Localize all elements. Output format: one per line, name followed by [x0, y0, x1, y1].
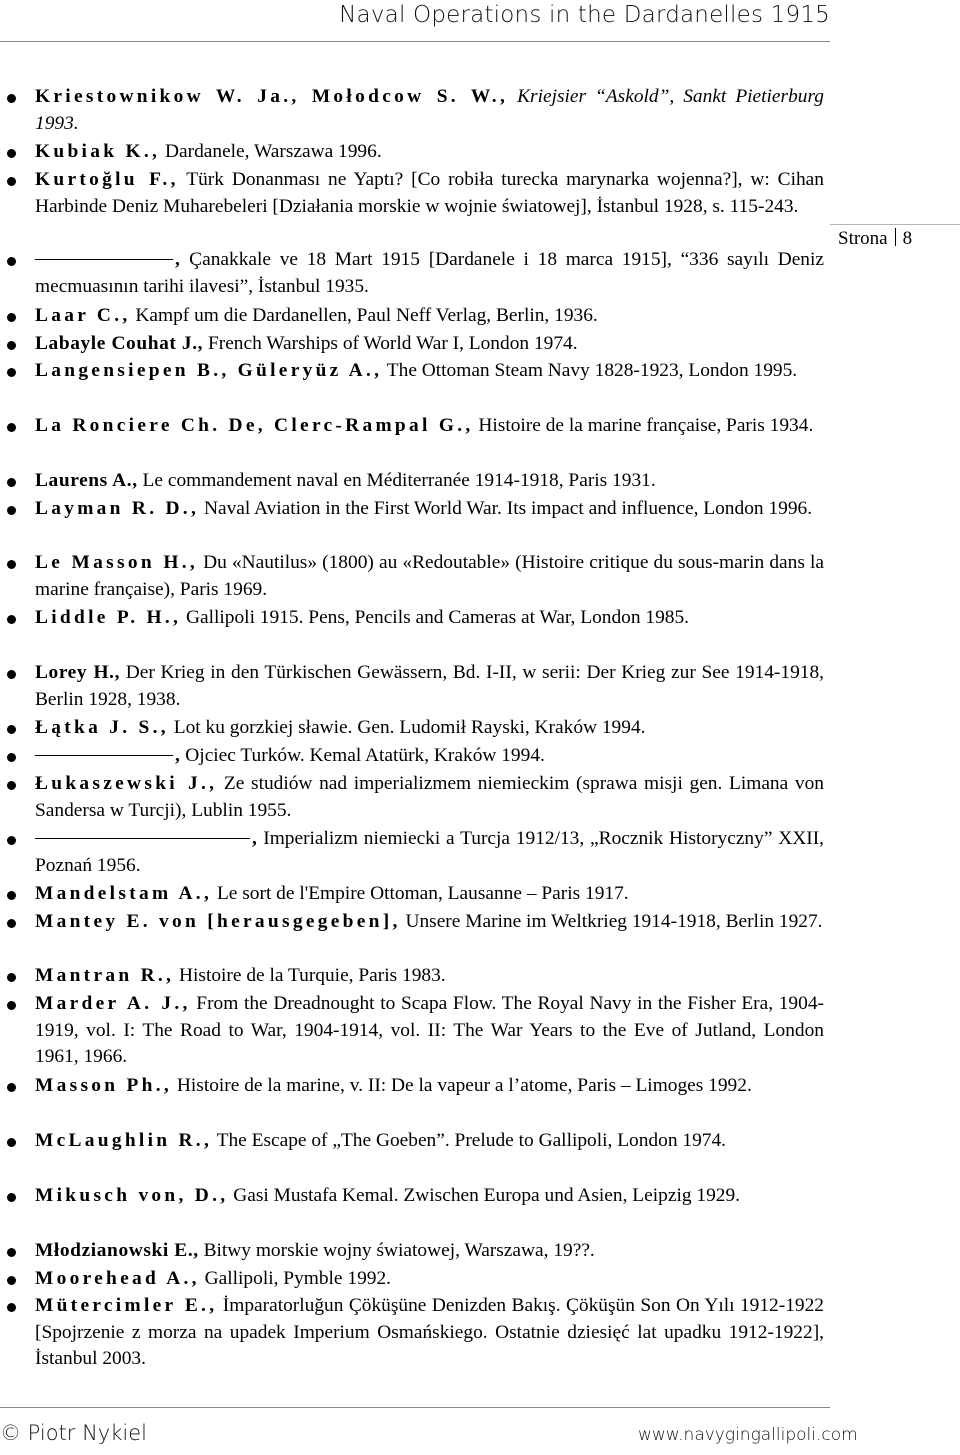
entry-text [35, 167, 824, 220]
entry-details: Histoire de la Turquie, Paris 1983. [174, 965, 446, 986]
entry-details: Çanakkale ve 18 Mart 1915 [Dardanele i 18 marca 1915], “336 sayılı Deniz mecmuasının tarihi ilavesi”, İstanbul 1935. [35, 249, 824, 297]
repeat-author-dash [35, 259, 173, 260]
entry-text [35, 139, 824, 166]
entry-author: Mantran R., [35, 965, 175, 986]
entry-details: Le sort de l'Empire Ottoman, Lausanne – Paris 1917. [212, 883, 629, 904]
entry-text [35, 1238, 824, 1265]
entry-text [35, 909, 824, 936]
entry-text [35, 991, 824, 1071]
bullet-icon [7, 177, 16, 186]
entry-author: Laar C., [35, 305, 131, 326]
repeat-author-dash [35, 755, 173, 756]
entry-details: From the Dreadnought to Scapa Flow. The Royal Navy in the Fisher Era, 1904-1919, vol. I: The Road to War, 1904-1914, vol. II: The War Years to the Eve of Jutland, London 1961, 1966. [35, 993, 824, 1067]
entry-text [35, 963, 824, 990]
bullet-icon [7, 257, 16, 266]
bullet-icon [7, 973, 16, 982]
entry-text [35, 771, 824, 824]
entry-text [35, 743, 824, 770]
page-label: Strona [838, 228, 888, 249]
entry-author: Langensiepen B., Güleryüz A., [35, 360, 383, 381]
bullet-icon [7, 313, 16, 322]
entry-title: Kriejsier “Askold”, Sankt Pietierburg 1993. [35, 86, 824, 134]
footer-website-link[interactable]: www.navygingallipoli.com [638, 1425, 858, 1445]
entry-author: Młodzianowski E., [35, 1240, 199, 1261]
entry-details: Bitwy morskie wojny światowej, Warszawa, 19??. [198, 1240, 595, 1261]
page-number: 8 [902, 228, 913, 249]
entry-text [35, 468, 824, 495]
bullet-icon [7, 1303, 16, 1312]
entry-details: Histoire de la marine française, Paris 1934. [473, 415, 814, 436]
entry-author: Laurens A., [35, 470, 138, 491]
entry-author: , [252, 828, 258, 849]
entry-details: Türk Donanması ne Yaptı? [Co robiła turecka marynarka wojenna?], w: Cihan Harbinde Deniz Muharebeleri [Działania morskie w wojnie światowej], İstanbul 1928, s. 115-243. [35, 169, 824, 217]
entry-author: Łukaszewski J., [35, 773, 218, 794]
entry-details: Ze studiów nad imperializmem niemieckim (sprawa misji gen. Limana von Sandersa w Turcji), Lublin 1955. [35, 773, 824, 821]
entry-text [35, 358, 824, 385]
entry-author: Łątka J. S., [35, 717, 169, 738]
entry-text [35, 496, 824, 523]
entry-text [35, 715, 824, 742]
bullet-icon [7, 725, 16, 734]
entry-author: Mütercimler E., [35, 1295, 218, 1316]
entry-text [35, 881, 824, 908]
entry-author: , [175, 745, 181, 766]
bullet-icon [7, 615, 16, 624]
entry-text [35, 550, 824, 603]
entry-text [35, 1266, 824, 1293]
bullet-icon [7, 341, 16, 350]
entry-text [35, 1183, 824, 1210]
entry-author: Liddle P. H., [35, 607, 182, 628]
bullet-icon [7, 506, 16, 515]
header-divider [0, 41, 830, 42]
entry-details: Naval Aviation in the First World War. Its impact and influence, London 1996. [199, 498, 813, 519]
bullet-icon [7, 423, 16, 432]
entry-author: Mandelstam A., [35, 883, 213, 904]
entry-author: Layman R. D., [35, 498, 200, 519]
bullet-icon [7, 1276, 16, 1285]
entry-details: İmparatorluğun Çöküşüne Denizden Bakış. Çöküşün Son On Yılı 1912-1922 [Spojrzenie z morza na upadek Imperium Osmańskiego. Ostatnie dziesięć lat upadku 1912-1922], İstanbul 2003. [35, 1295, 824, 1369]
entry-details: The Escape of „The Goeben”. Prelude to Gallipoli, London 1974. [212, 1130, 726, 1151]
entry-details: Gasi Mustafa Kemal. Zwischen Europa und Asien, Leipzig 1929. [228, 1185, 741, 1206]
bullet-icon [7, 368, 16, 377]
entry-details: Dardanele, Warszawa 1996. [160, 141, 382, 162]
entry-author: Masson Ph., [35, 1075, 173, 1096]
entry-author: Kurtoğlu F., [35, 169, 179, 190]
bullet-icon [7, 781, 16, 790]
bullet-icon [7, 891, 16, 900]
bullet-icon [7, 670, 16, 679]
entry-author: Mikusch von, D., [35, 1185, 229, 1206]
entry-details: Histoire de la marine, v. II: De la vapeur a l’atome, Paris – Limoges 1992. [172, 1075, 752, 1096]
entry-details: Imperializm niemiecki a Turcja 1912/13, „Rocznik Historyczny” XXII, Poznań 1956. [35, 828, 824, 876]
bullet-icon [7, 478, 16, 487]
bullet-icon [7, 836, 16, 845]
entry-author: Lorey H., [35, 662, 121, 683]
entry-text [35, 1293, 824, 1373]
entry-author: Le Masson H., [35, 552, 199, 573]
entry-author: Moorehead A., [35, 1268, 200, 1289]
entry-author: Marder A. J., [35, 993, 191, 1014]
bullet-icon [7, 94, 16, 103]
entry-details: Der Krieg in den Türkischen Gewässern, Bd. I-II, w serii: Der Krieg zur See 1914-1918, Berlin 1928, 1938. [35, 662, 825, 710]
entry-author: La Ronciere Ch. De, Clerc-Rampal G., [35, 415, 474, 436]
entry-details: Gallipoli 1915. Pens, Pencils and Cameras at War, London 1985. [181, 607, 690, 628]
entry-author: McLaughlin R., [35, 1130, 213, 1151]
entry-text [35, 826, 824, 879]
entry-author: Labayle Couhat J., [35, 333, 204, 354]
entry-details: Kampf um die Dardanellen, Paul Neff Verlag, Berlin, 1936. [130, 305, 598, 326]
bullet-icon [7, 919, 16, 928]
bullet-icon [7, 149, 16, 158]
side-margin-line [830, 224, 960, 225]
entry-author: Kubiak K., [35, 141, 161, 162]
bullet-icon [7, 1193, 16, 1202]
entry-text [35, 1073, 824, 1100]
entry-author: Kriestownikow W. Ja., Mołodcow S. W., [35, 86, 509, 107]
bullet-icon [7, 1083, 16, 1092]
footer-divider [0, 1407, 830, 1408]
page-header-title: Naval Operations in the Dardanelles 1915 [339, 2, 830, 28]
entry-details: Lot ku gorzkiej sławie. Gen. Ludomił Rayski, Kraków 1994. [168, 717, 646, 738]
bullet-icon [7, 753, 16, 762]
entry-author: Mantey E. von [herausgegeben], [35, 911, 401, 932]
entry-text [35, 84, 824, 137]
repeat-author-dash [35, 838, 250, 839]
entry-details: French Warships of World War I, London 1974. [203, 333, 578, 354]
entry-details: Ojciec Turków. Kemal Atatürk, Kraków 1994. [180, 745, 545, 766]
bullet-icon [7, 1248, 16, 1257]
entry-details: Gallipoli, Pymble 1992. [199, 1268, 392, 1289]
entry-author: , [175, 249, 181, 270]
entry-text [35, 605, 824, 632]
bullet-icon [7, 1138, 16, 1147]
entry-text [35, 660, 824, 713]
entry-text [35, 247, 824, 300]
bullet-icon [7, 1001, 16, 1010]
footer-author: © Piotr Nykiel [0, 1421, 147, 1445]
entry-text [35, 331, 824, 358]
entry-text [35, 413, 824, 440]
entry-text [35, 1128, 824, 1155]
page-indicator [838, 228, 912, 250]
entry-details: Unsere Marine im Weltkrieg 1914-1918, Berlin 1927. [400, 911, 823, 932]
entry-details: Du «Nautilus» (1800) au «Redoutable» (Histoire critique du sous-marin dans la marine française), Paris 1969. [35, 552, 824, 600]
page-separator [895, 228, 896, 246]
bullet-icon [7, 560, 16, 569]
entry-text [35, 303, 824, 330]
entry-details: Le commandement naval en Méditerranée 1914-1918, Paris 1931. [137, 470, 656, 491]
entry-details: The Ottoman Steam Navy 1828-1923, London 1995. [382, 360, 798, 381]
